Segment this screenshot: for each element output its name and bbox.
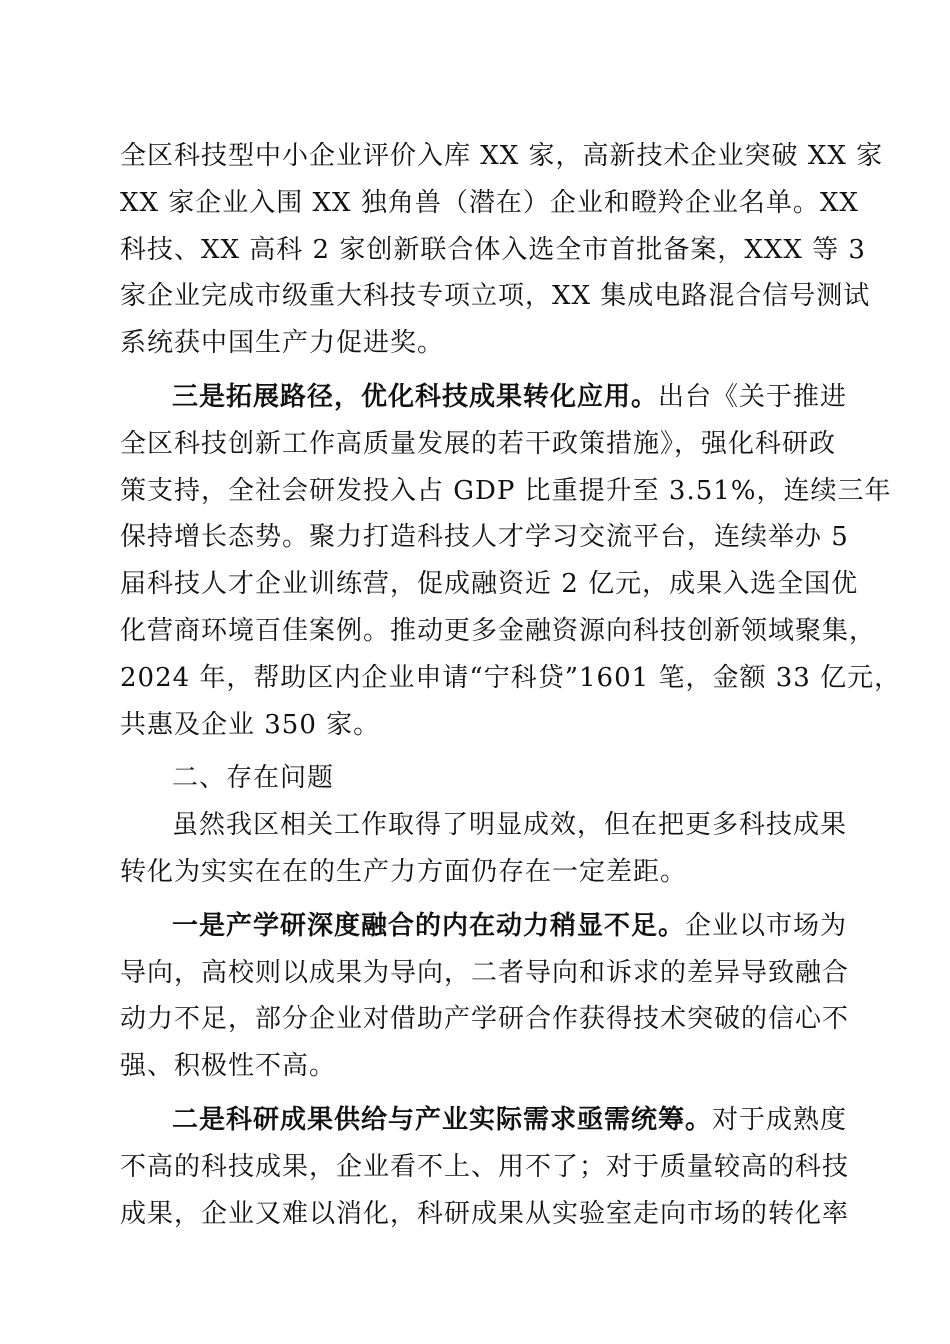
document-body [120, 133, 902, 1237]
text-line: 成果，企业又难以消化，科研成果从实验室走向市场的转化率 [120, 1198, 850, 1229]
paragraph-expand-paths [120, 374, 902, 748]
text-line: 策支持，全社会研发投入占 GDP 比重提升至 3.51%，连续三年 [120, 475, 892, 506]
bold-lead: 三是拓展路径，优化科技成果转化应用。 [172, 381, 659, 412]
text-line: 家企业完成市级重大科技专项立项，XX 集成电路混合信号测试 [120, 281, 871, 312]
paragraph-problem-one [120, 903, 850, 1090]
paragraph-achievements [120, 133, 884, 367]
text-line: 强、积极性不高。 [120, 1051, 337, 1082]
text-line: 全区科技创新工作高质量发展的若干政策措施》，强化科研政 [120, 428, 837, 459]
lead-rest: 出台《关于推进 [658, 381, 848, 412]
text-line: 动力不足，部分企业对借助产学研合作获得技术突破的信心不 [120, 1004, 850, 1035]
lead-rest: 对于成熟度 [712, 1104, 848, 1135]
text-line: 保持增长态势。聚力打造科技人才学习交流平台，连续举办 5 [120, 522, 849, 553]
text-line: 化营商环境百佳案例。推动更多金融资源向科技创新领域聚集， [120, 615, 877, 646]
paragraph-first-line: 虽然我区相关工作取得了明显成效，但在把更多科技成果 [172, 810, 848, 841]
text-line: 导向，高校则以成果为导向，二者导向和诉求的差异导致融合 [120, 957, 850, 988]
text-line: 科技、XX 高科 2 家创新联合体入选全市首批备案，XXX 等 3 [120, 234, 866, 265]
paragraph-problem-two [120, 1097, 850, 1237]
lead-rest: 企业以市场为 [685, 910, 848, 941]
paragraph-first-line [120, 1097, 848, 1144]
bold-lead: 二是科研成果供给与产业实际需求亟需统筹。 [172, 1104, 713, 1135]
section-heading: 二、存在问题 [172, 763, 335, 794]
text-line: 系统获中国生产力促进奖。 [120, 328, 445, 359]
text-line: 全区科技型中小企业评价入库 XX 家，高新技术企业突破 XX 家 [120, 141, 884, 171]
paragraph-intro-problems [120, 802, 848, 896]
text-line: 共惠及企业 350 家。 [120, 709, 381, 740]
text-line: 2024 年，帮助区内企业申请“宁科贷”1601 笔，金额 33 亿元， [120, 662, 902, 693]
text-line: 届科技人才企业训练营，促成融资近 2 亿元，成果入选全国优 [120, 569, 859, 600]
text-line: XX 家企业入围 XX 独角兽（潜在）企业和瞪羚企业名单。XX [120, 187, 859, 218]
text-line: 转化为实实在在的生产力方面仍存在一定差距。 [120, 856, 688, 887]
bold-lead: 一是产学研深度融合的内在动力稍显不足。 [172, 910, 686, 941]
text-line: 不高的科技成果，企业看不上、用不了；对于质量较高的科技 [120, 1151, 850, 1182]
paragraph-first-line [120, 903, 848, 950]
paragraph-first-line [120, 374, 848, 421]
